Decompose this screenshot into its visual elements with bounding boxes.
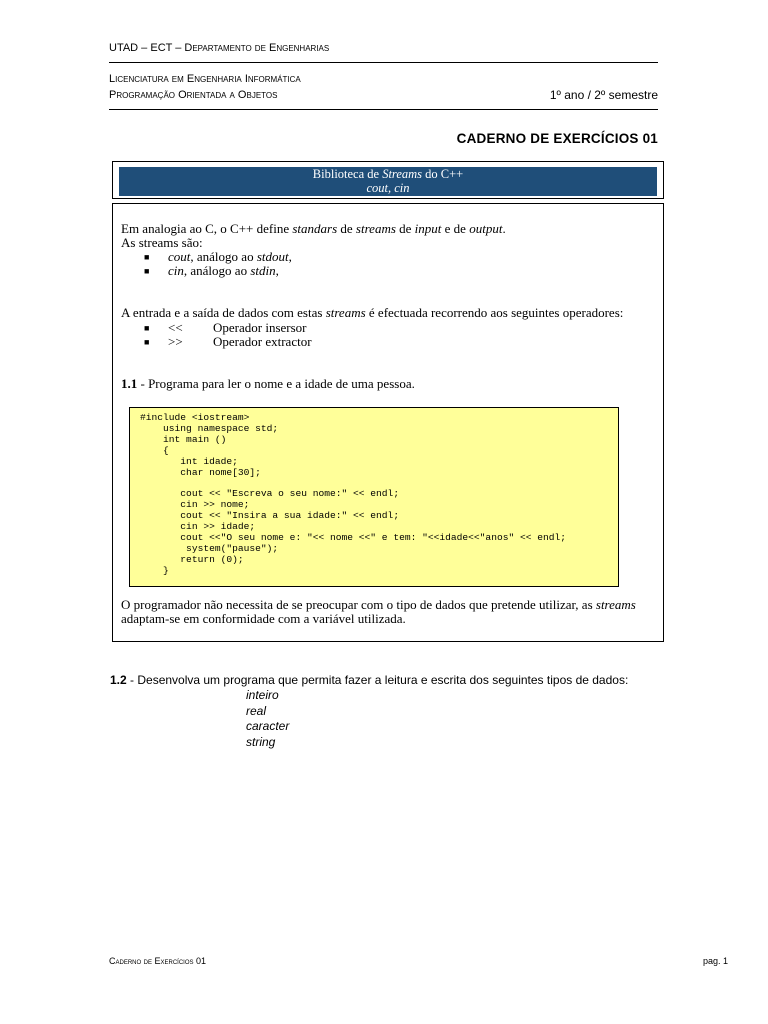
exercise-number: 1.1 bbox=[121, 376, 138, 391]
intro-text: e de bbox=[441, 221, 470, 236]
title-text-b: Streams bbox=[382, 167, 423, 181]
bullet-term: cout bbox=[168, 249, 191, 264]
intro-text: Em analogia ao C, o C++ define bbox=[121, 221, 293, 236]
document-title: CADERNO DE EXERCÍCIOS 01 bbox=[456, 131, 658, 146]
title-box bbox=[112, 161, 664, 199]
code-block bbox=[129, 407, 619, 587]
data-type-item: inteiro bbox=[246, 688, 279, 702]
bullet-text: , análogo ao bbox=[190, 249, 257, 264]
conclusion-text: O programador não necessita de se preocupar com o tipo de dados que pretende utilizar, as bbox=[121, 597, 596, 612]
intro-line-1 bbox=[121, 222, 506, 236]
header-rule-2 bbox=[109, 109, 658, 110]
bullet-term: stdin bbox=[250, 263, 276, 278]
exercise-1-2 bbox=[110, 673, 628, 687]
bullet-text: , bbox=[288, 249, 292, 264]
exercise-number: 1.2 bbox=[110, 673, 127, 687]
data-type-item: string bbox=[246, 735, 276, 749]
intro-term: output bbox=[469, 221, 503, 236]
intro-text: . bbox=[502, 221, 506, 236]
operator-description: Operador extractor bbox=[213, 334, 312, 349]
intro-text: de bbox=[337, 221, 356, 236]
content-box bbox=[112, 203, 664, 642]
operators-term: streams bbox=[325, 305, 366, 320]
intro-text: de bbox=[395, 221, 415, 236]
bullet-text: , análogo ao bbox=[183, 263, 251, 278]
exercise-text: - Programa para ler o nome e a idade de uma pessoa. bbox=[137, 376, 415, 391]
bullet-icon: ■ bbox=[144, 323, 150, 333]
exercise-text: - Desenvolva um programa que permita fazer a leitura e escrita dos seguintes tipos de dados: bbox=[126, 673, 629, 687]
header-course: Licenciatura em Engenharia Informática bbox=[109, 73, 301, 85]
operators-intro bbox=[121, 306, 623, 320]
intro-term: input bbox=[414, 221, 442, 236]
header-subject: Programação Orientada a Objetos bbox=[109, 89, 278, 101]
title-line-1 bbox=[119, 167, 657, 181]
header-institution: UTAD – ECT – Departamento de Engenharias bbox=[109, 42, 330, 54]
header-rule bbox=[109, 62, 658, 63]
intro-term: streams bbox=[355, 221, 396, 236]
bullet-item-cout bbox=[168, 250, 292, 264]
bullet-term: stdout bbox=[256, 249, 289, 264]
conclusion-line-2: adaptam-se em conformidade com a variável utilizada. bbox=[121, 611, 406, 626]
operator-symbol: << bbox=[168, 320, 183, 335]
operators-text: é efectuada recorrendo aos seguintes operadores: bbox=[365, 305, 624, 320]
intro-term: standars bbox=[292, 221, 338, 236]
operator-description: Operador insersor bbox=[213, 320, 307, 335]
bullet-text: , bbox=[275, 263, 279, 278]
page-number: pag. 1 bbox=[702, 956, 728, 966]
conclusion-term: streams bbox=[595, 597, 636, 612]
title-band bbox=[119, 167, 657, 196]
footer-title: Caderno de Exercícios 01 bbox=[109, 956, 207, 966]
title-text-a: Biblioteca de bbox=[312, 167, 383, 181]
intro-line-2: As streams são: bbox=[121, 235, 203, 250]
exercise-1-1 bbox=[121, 377, 415, 391]
bullet-item-cin bbox=[168, 264, 279, 278]
operator-symbol: >> bbox=[168, 334, 183, 349]
operators-text: A entrada e a saída de dados com estas bbox=[121, 305, 326, 320]
header-year: 1º ano / 2º semestre bbox=[549, 88, 658, 102]
bullet-icon: ■ bbox=[144, 337, 150, 347]
title-line-2: cout, cin bbox=[366, 181, 410, 195]
data-type-item: real bbox=[246, 704, 267, 718]
bullet-icon: ■ bbox=[144, 266, 150, 276]
data-type-item: caracter bbox=[246, 719, 290, 733]
conclusion-line-1 bbox=[121, 598, 636, 612]
bullet-icon: ■ bbox=[144, 252, 150, 262]
title-text-c: do C++ bbox=[422, 167, 464, 181]
bullet-term: cin bbox=[168, 263, 184, 278]
code-listing: #include <iostream> using namespace std; int main () { int idade; char nome[30]; cout << "Escreva o seu nome:" << endl; cin >> nome; cout << "Insira a sua idade:" << endl; cin >> idade; cout <<"O seu nome e: "<< nome <<" e tem: "<<idade<<"anos" << endl; system("pause"); return (0); } bbox=[140, 412, 567, 576]
